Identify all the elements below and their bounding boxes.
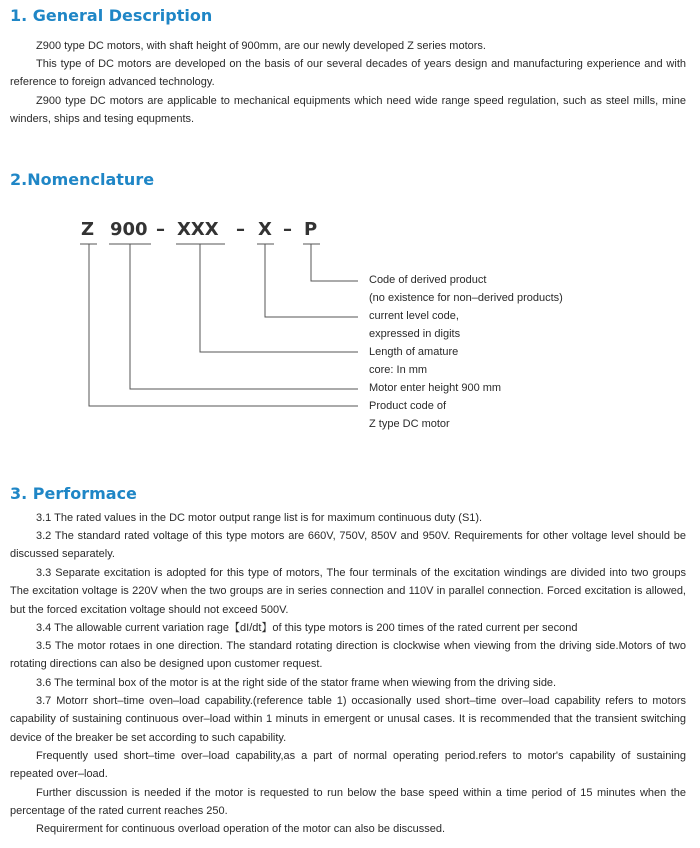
nomenclature-desc: core: In mm bbox=[369, 364, 428, 376]
code-part-p: P bbox=[304, 219, 318, 240]
performance-paragraph: 3.6 The terminal box of the motor is at the right side of the stator frame when wiewing from the driving side. bbox=[36, 677, 557, 689]
performance-paragraph: 3.3 Separate excitation is adopted for this type of motors, The four terminals of the excitation windings are divided into two groups The excitation voltage is 220V when the two groups are in series connection and 110V in parallel connection. Forced excitation is allowed, but the forced excitation voltage should not exceed 500V. bbox=[10, 567, 686, 616]
performance-paragraph: Frequently used short–time over–load capability,as a part of normal operating period.refers to motor's capability of sustaining repeated over–load. bbox=[10, 750, 686, 781]
code-part-900: 900 bbox=[110, 219, 148, 240]
code-part-dash: – bbox=[283, 219, 292, 240]
nomenclature-desc: Z type DC motor bbox=[369, 418, 450, 430]
general-paragraph: This type of DC motors are developed on the basis of our several decades of years design and manufacturing experience and with reference to foreign advanced technology. bbox=[10, 58, 686, 89]
performance-paragraph: Further discussion is needed if the motor is requested to run below the base speed within a time period of 15 minutes when the percentage of the rated current reaches 250. bbox=[10, 787, 686, 818]
performance-paragraph: 3.2 The standard rated voltage of this type motors are 660V, 750V, 850V and 950V. Requirements for other voltage level should be discussed separately. bbox=[10, 530, 686, 561]
leader-derived-product bbox=[311, 244, 358, 281]
nomenclature-desc: (no existence for non–derived products) bbox=[369, 292, 563, 304]
performance-paragraph: 3.1 The rated values in the DC motor output range list is for maximum continuous duty (S1). bbox=[36, 512, 483, 524]
nomenclature-desc: current level code, bbox=[369, 310, 459, 322]
performance-paragraph: Requirerment for continuous overload operation of the motor can also be discussed. bbox=[36, 823, 446, 835]
nomenclature-desc: Length of amature bbox=[369, 346, 459, 358]
nomenclature-desc: expressed in digits bbox=[369, 328, 461, 340]
performance-paragraph: 3.4 The allowable current variation rage【dI/dt】of this type motors is 200 times of the rated current per second bbox=[36, 622, 578, 634]
general-description-heading: 1. General Description bbox=[10, 6, 213, 25]
code-part-xxx: XXX bbox=[177, 219, 219, 240]
leader-product-code bbox=[89, 244, 358, 406]
general-paragraph: Z900 type DC motors are applicable to mechanical equipments which need wide range speed regulation, such as steel mills, mine winders, ships and tesing equpments. bbox=[10, 95, 686, 126]
code-part-z: Z bbox=[81, 219, 95, 240]
nomenclature-desc: Code of derived product bbox=[369, 274, 487, 286]
general-paragraph: Z900 type DC motors, with shaft height of 900mm, are our newly developed Z series motors. bbox=[36, 40, 486, 52]
nomenclature-desc: Product code of bbox=[369, 400, 447, 412]
code-part-dash: – bbox=[156, 219, 165, 240]
leader-core-length bbox=[200, 244, 358, 352]
performance-paragraph: 3.5 The motor rotaes in one direction. The standard rotating direction is clockwise when viewing from the driving side.Motors of two rotating directions can also be designed upon customer request. bbox=[10, 640, 686, 671]
code-part-dash: – bbox=[236, 219, 245, 240]
performance-paragraph: 3.7 Motorr short–time oven–load capability.(reference table 1) occasionally used short–time over–load capability refers to motors capability of sustaining continuous over–load within 1 minuts in emergent or unusal cases. It is recommended that the transient switching device of the breaker be set according to such capability. bbox=[10, 695, 686, 744]
code-part-x: X bbox=[258, 219, 272, 240]
nomenclature-desc: Motor enter height 900 mm bbox=[369, 382, 502, 394]
nomenclature-heading: 2.Nomenclature bbox=[10, 170, 155, 189]
performance-heading: 3. Performace bbox=[10, 484, 137, 503]
